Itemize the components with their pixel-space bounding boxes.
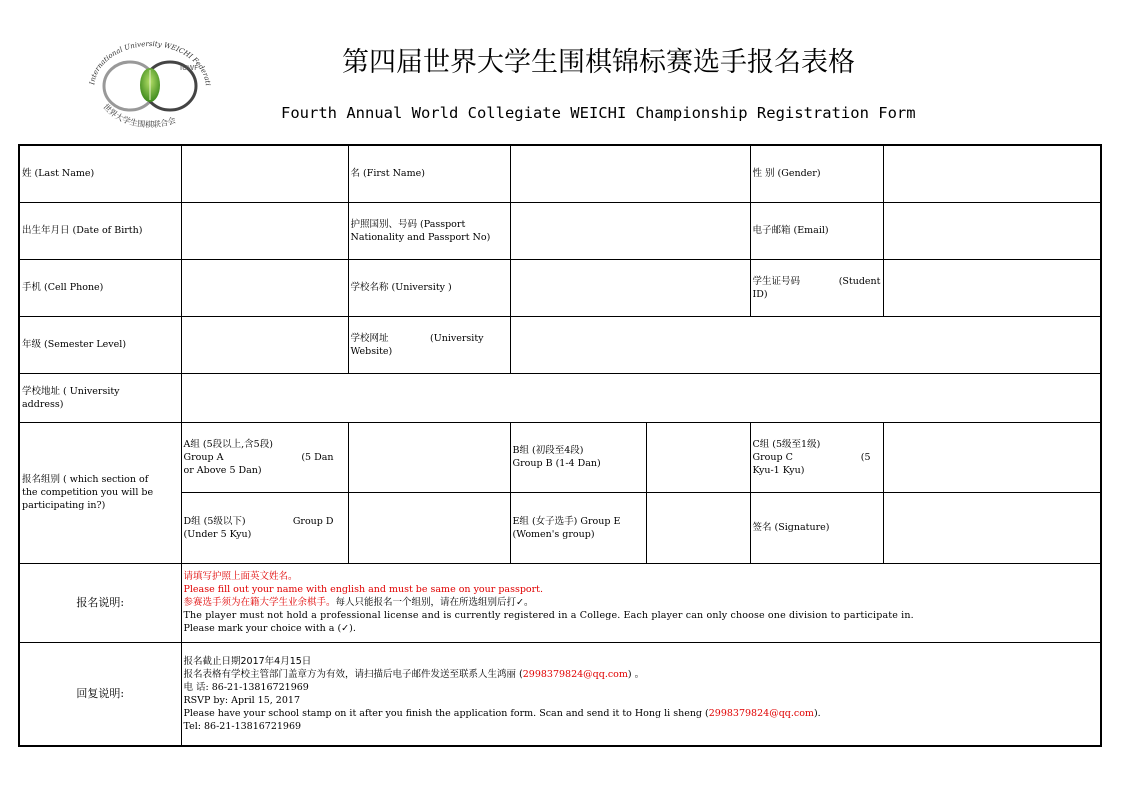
reply-line1: 报名截止日期2017年4月15日 bbox=[183, 655, 312, 667]
group-a-line2b: (5 Dan bbox=[301, 451, 334, 463]
group-a-label bbox=[181, 422, 348, 492]
semester-input[interactable] bbox=[181, 316, 348, 373]
group-a-checkbox[interactable] bbox=[348, 422, 510, 492]
group-c-line2: Group C bbox=[752, 451, 793, 463]
notes-label: 报名说明: bbox=[19, 563, 181, 642]
logo-ring-text-top: International University WEICHI Federati bbox=[88, 39, 212, 87]
logo-mark: IUWF bbox=[180, 64, 199, 72]
passport-label-line2: Nationality and Passport No) bbox=[350, 231, 491, 243]
phone-label: 手机 (Cell Phone) bbox=[19, 259, 181, 316]
university-label: 学校名称 (University ) bbox=[348, 259, 510, 316]
first-name-label: 名 (First Name) bbox=[348, 145, 510, 202]
student-id-label-line2: ID) bbox=[752, 288, 768, 300]
passport-label-line1: 护照国别、号码 (Passport bbox=[350, 218, 466, 230]
reply-line6: Tel: 86-21-13816721969 bbox=[183, 720, 302, 732]
reply-label: 回复说明: bbox=[19, 642, 181, 746]
website-label-cn: 学校网址 bbox=[350, 332, 389, 344]
signature-input[interactable] bbox=[883, 492, 1101, 563]
student-id-label bbox=[750, 259, 883, 316]
group-e-label bbox=[510, 492, 646, 563]
group-d-line1b: Group D bbox=[292, 515, 334, 527]
registration-table bbox=[18, 144, 1102, 747]
notes-line4: The player must not hold a professional license and is currently registered in a College. Each player can only choose one division to participate in. bbox=[183, 610, 914, 621]
first-name-input[interactable] bbox=[510, 145, 750, 202]
passport-label bbox=[348, 202, 510, 259]
reply-line5a: Please have your school stamp on it after you finish the application form. Scan and send it to Hong li sheng ( bbox=[183, 707, 709, 719]
student-id-label-cn: 学生证号码 bbox=[752, 275, 801, 287]
group-c-checkbox[interactable] bbox=[883, 422, 1101, 492]
group-d-label bbox=[181, 492, 348, 563]
address-label-line2: address) bbox=[22, 398, 64, 410]
group-section-line1: 报名组别 ( which section of bbox=[22, 474, 149, 485]
reply-line2b: ) 。 bbox=[627, 668, 645, 680]
phone-input[interactable] bbox=[181, 259, 348, 316]
reply-line4: RSVP by: April 15, 2017 bbox=[183, 694, 300, 706]
notes-line1: 请填写护照上面英文姓名。 bbox=[183, 571, 298, 582]
group-a-line1: A组 (5段以上,含5段) bbox=[183, 438, 273, 450]
notes-content bbox=[181, 563, 1101, 642]
gender-label: 性 别 (Gender) bbox=[750, 145, 883, 202]
group-c-line1: C组 (5级至1级) bbox=[752, 438, 821, 450]
address-input[interactable] bbox=[181, 373, 1101, 422]
group-b-checkbox[interactable] bbox=[646, 422, 750, 492]
group-section-line2: the competition you will be bbox=[22, 487, 154, 498]
passport-input[interactable] bbox=[510, 202, 750, 259]
notes-line2: Please fill out your name with english and must be same on your passport. bbox=[183, 584, 544, 595]
semester-label: 年级 (Semester Level) bbox=[19, 316, 181, 373]
university-input[interactable] bbox=[510, 259, 750, 316]
group-e-checkbox[interactable] bbox=[646, 492, 750, 563]
reply-line3: 电 话: 86-21-13816721969 bbox=[183, 681, 309, 693]
group-b-line2: Group B (1-4 Dan) bbox=[512, 458, 601, 469]
email-label: 电子邮箱 (Email) bbox=[750, 202, 883, 259]
group-d-line2: (Under 5 Kyu) bbox=[183, 528, 252, 540]
address-label bbox=[19, 373, 181, 422]
email-input[interactable] bbox=[883, 202, 1101, 259]
dob-input[interactable] bbox=[181, 202, 348, 259]
website-input[interactable] bbox=[510, 316, 1101, 373]
group-c-line2b: (5 bbox=[860, 451, 871, 463]
student-id-label-en: (Student bbox=[838, 275, 881, 287]
federation-logo bbox=[80, 36, 220, 136]
group-b-label bbox=[510, 422, 646, 492]
student-id-input[interactable] bbox=[883, 259, 1101, 316]
reply-line2a: 报名表格有学校主管部门盖章方为有效，请扫描后电子邮件发送至联系人生鸿丽 ( bbox=[183, 668, 523, 680]
last-name-label: 姓 (Last Name) bbox=[19, 145, 181, 202]
notes-line5: Please mark your choice with a (✓). bbox=[183, 623, 356, 634]
gender-input[interactable] bbox=[883, 145, 1101, 202]
group-a-line3: or Above 5 Dan) bbox=[183, 464, 262, 476]
reply-line5b: ). bbox=[813, 707, 821, 719]
group-a-line2: Group A bbox=[183, 451, 224, 463]
group-d-checkbox[interactable] bbox=[348, 492, 510, 563]
reply-email-link[interactable]: 2998379824@qq.com bbox=[522, 668, 628, 680]
title-chinese: 第四届世界大学生围棋锦标赛选手报名表格 bbox=[342, 47, 855, 78]
website-label-line2: Website) bbox=[350, 345, 393, 357]
group-section-line3: participating in?) bbox=[22, 500, 106, 511]
group-e-line1: E组 (女子选手) Group E bbox=[512, 515, 621, 527]
group-d-line1: D组 (5级以下) bbox=[183, 515, 246, 527]
group-b-line1: B组 (初段至4段) bbox=[512, 445, 584, 456]
logo-ring-text-bottom: 世界大学生围棋联合会 bbox=[101, 102, 178, 130]
group-section-label bbox=[19, 422, 181, 563]
group-c-label bbox=[750, 422, 883, 492]
reply-content bbox=[181, 642, 1101, 746]
website-label-en: (University bbox=[430, 332, 484, 344]
group-c-line3: Kyu-1 Kyu) bbox=[752, 464, 805, 476]
dob-label: 出生年月日 (Date of Birth) bbox=[19, 202, 181, 259]
group-e-line2: (Women's group) bbox=[512, 528, 595, 540]
website-label bbox=[348, 316, 510, 373]
notes-line3-red: 参赛选手须为在籍大学生业余棋手。 bbox=[183, 597, 336, 608]
last-name-input[interactable] bbox=[181, 145, 348, 202]
notes-line3-black: 每人只能报名一个组别，请在所选组别后打✓。 bbox=[335, 597, 534, 608]
address-label-line1: 学校地址 ( University bbox=[22, 385, 120, 397]
title-english: Fourth Annual World Collegiate WEICHI Championship Registration Form bbox=[281, 104, 916, 122]
reply-email-link-2[interactable]: 2998379824@qq.com bbox=[708, 707, 814, 719]
signature-label: 签名 (Signature) bbox=[750, 492, 883, 563]
